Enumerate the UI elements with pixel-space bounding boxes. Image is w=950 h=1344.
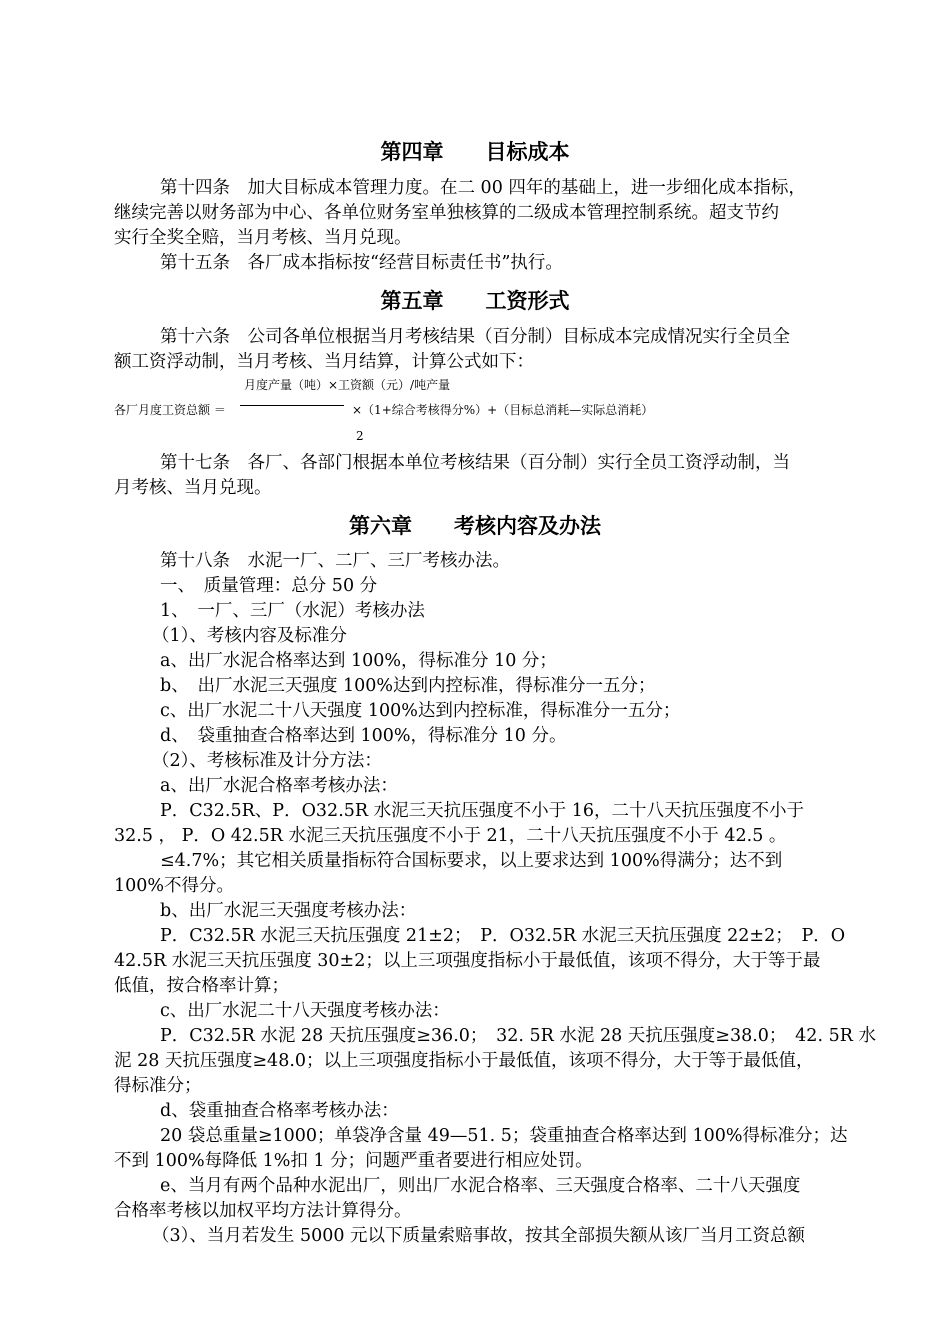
chapter-5-title: 第五章 工资形式 (380, 288, 570, 313)
body-line: 合格率考核以加权平均方法计算得分。 (114, 1201, 412, 1221)
article-14-line-3: 实行全奖全赔，当月考核、当月兑现。 (114, 228, 412, 248)
body-line: P．C32.5R 水泥三天抗压强度 21±2； P．O32.5R 水泥三天抗压强度 22±2； P．O (160, 926, 846, 946)
article-16-line-1: 第十六条 公司各单位根据当月考核结果（百分制）目标成本完成情况实行全员全 (160, 327, 790, 347)
body-line: a、出厂水泥合格率达到 100%，得标准分 10 分； (160, 651, 557, 671)
body-line: 第十八条 水泥一厂、二厂、三厂考核办法。 (160, 551, 510, 571)
body-line: a、出厂水泥合格率考核办法： (160, 776, 398, 796)
body-line: 得标准分； (114, 1076, 202, 1096)
body-line: P．C32.5R、P．O32.5R 水泥三天抗压强度不小于 16，二十八天抗压强度不小于 (160, 801, 804, 821)
article-14-line-2: 继续完善以财务部为中心、各单位财务室单独核算的二级成本管理控制系统。超支节约 (114, 203, 779, 223)
body-line: 100%不得分。 (114, 876, 235, 896)
body-line: e、当月有两个品种水泥出厂，则出厂水泥合格率、三天强度合格率、二十八天强度 (160, 1176, 801, 1196)
formula-fraction-bar (240, 405, 344, 406)
body-line: 42.5R 水泥三天抗压强度 30±2；以上三项强度指标小于最低值，该项不得分，大于等于最 (114, 951, 821, 971)
formula-lhs: 各厂月度工资总额 ＝ (114, 403, 226, 417)
body-line: b、出厂水泥三天强度考核办法： (160, 901, 417, 921)
body-line: （1）、考核内容及标准分 (152, 626, 347, 646)
body-line: 1、 一厂、三厂（水泥）考核办法 (160, 601, 425, 621)
article-16-line-2: 额工资浮动制，当月考核、当月结算，计算公式如下： (114, 352, 534, 372)
body-line: b、 出厂水泥三天强度 100%达到内控标准，得标准分一五分； (160, 676, 656, 696)
body-line: 不到 100%每降低 1%扣 1 分；问题严重者要进行相应处罚。 (114, 1151, 593, 1171)
body-line: d、 袋重抽查合格率达到 100%，得标准分 10 分。 (160, 726, 567, 746)
body-line: P．C32.5R 水泥 28 天抗压强度≥36.0； 32. 5R 水泥 28 天抗压强度≥38.0； 42. 5R 水 (160, 1026, 876, 1046)
formula-numerator: 月度产量（吨）×工资额（元）/吨产量 (244, 378, 451, 392)
body-line: d、袋重抽查合格率考核办法： (160, 1101, 399, 1121)
chapter-6-title: 第六章 考核内容及办法 (349, 513, 601, 538)
body-line: （3）、当月若发生 5000 元以下质量索赔事故，按其全部损失额从该厂当月工资总额 (152, 1226, 806, 1246)
chapter-4-title: 第四章 目标成本 (380, 139, 570, 164)
article-15: 第十五条 各厂成本指标按“经营目标责任书”执行。 (160, 253, 563, 273)
body-line: 20 袋总重量≥1000；单袋净含量 49—51. 5；袋重抽查合格率达到 100%得标准分；达 (160, 1126, 848, 1146)
article-17-line-2: 月考核、当月兑现。 (114, 478, 272, 498)
article-14-line-1: 第十四条 加大目标成本管理力度。在二 00 四年的基础上，进一步细化成本指标， (160, 178, 806, 198)
body-line: 一、 质量管理：总分 50 分 (160, 576, 378, 596)
article-17-line-1: 第十七条 各厂、各部门根据本单位考核结果（百分制）实行全员工资浮动制，当 (160, 453, 790, 473)
body-line: 32.5 ， P．O 42.5R 水泥三天抗压强度不小于 21，二十八天抗压强度不小于 42.5 。 (114, 826, 787, 846)
formula-denominator: 2 (356, 429, 364, 443)
formula-rhs: ×（1+综合考核得分%）+（目标总消耗—实际总消耗） (352, 403, 654, 417)
body-line: c、出厂水泥二十八天强度考核办法： (160, 1001, 450, 1021)
body-line: c、出厂水泥二十八天强度 100%达到内控标准，得标准分一五分； (160, 701, 681, 721)
body-line: 低值，按合格率计算； (114, 976, 289, 996)
body-line: （2）、考核标准及计分方法： (152, 751, 382, 771)
body-line: 泥 28 天抗压强度≥48.0；以上三项强度指标小于最低值，该项不得分，大于等于最低值， (114, 1051, 814, 1071)
body-line: ≤4.7%；其它相关质量指标符合国标要求，以上要求达到 100%得满分；达不到 (160, 851, 783, 871)
